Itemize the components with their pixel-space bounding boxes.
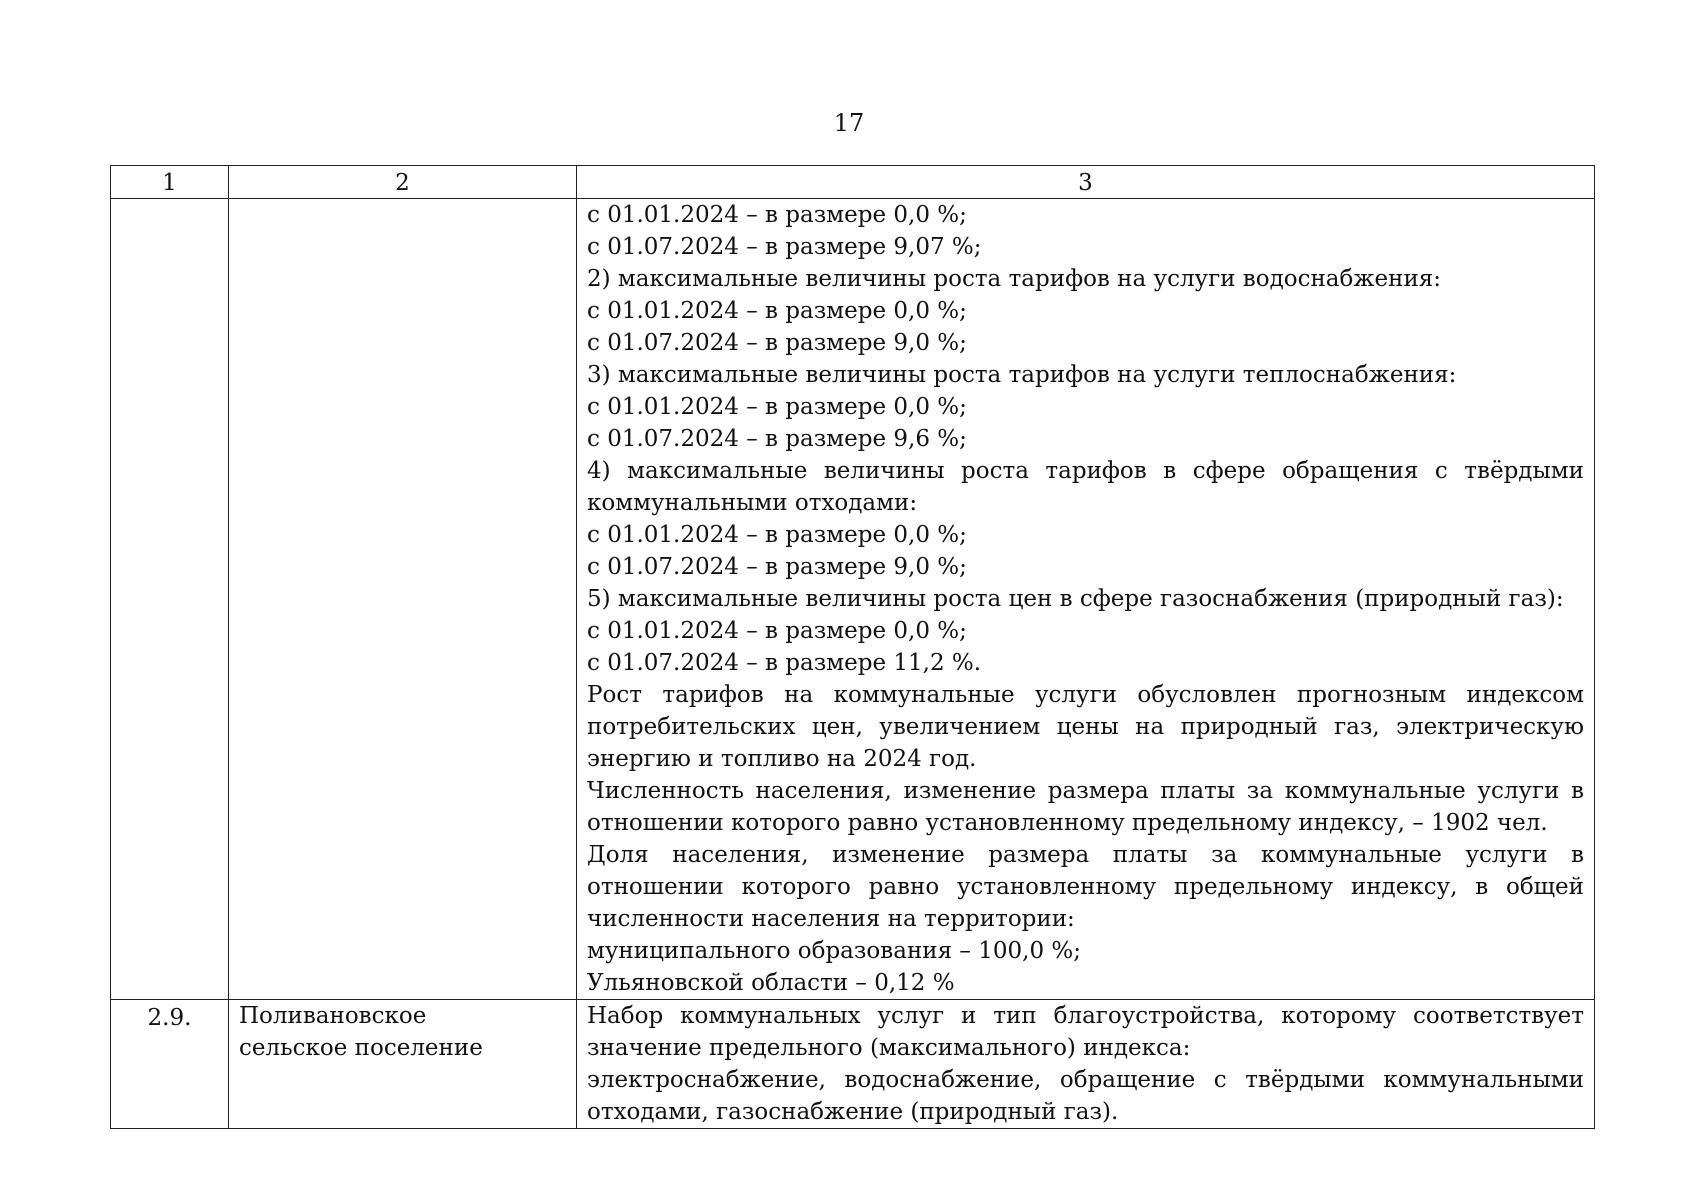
content-line: с 01.07.2024 – в размере 9,0 %; bbox=[587, 554, 967, 580]
tariff-content-cell bbox=[577, 199, 1595, 1000]
settlement-name-cell bbox=[229, 199, 577, 1000]
content-line: с 01.07.2024 – в размере 11,2 %. bbox=[587, 650, 982, 676]
content-line: с 01.01.2024 – в размере 0,0 %; bbox=[587, 202, 967, 228]
header-col-2: 2 bbox=[229, 166, 577, 199]
content-line: Рост тарифов на коммунальные услуги обусловлен прогнозным индексом потребительских цен, увеличением цены на природный газ, электрическую энергию и топливо на 2024 год. bbox=[587, 682, 1584, 772]
content-line: с 01.07.2024 – в размере 9,6 %; bbox=[587, 426, 967, 452]
content-line: с 01.07.2024 – в размере 9,07 %; bbox=[587, 234, 982, 260]
header-col-1: 1 bbox=[111, 166, 229, 199]
row-number-cell bbox=[111, 1000, 229, 1129]
settlement-name-line: сельское поселение bbox=[239, 1035, 483, 1061]
content-line: 2) максимальные величины роста тарифов на услуги водоснабжения: bbox=[587, 266, 1442, 292]
content-line: с 01.01.2024 – в размере 0,0 %; bbox=[587, 618, 967, 644]
content-line: с 01.07.2024 – в размере 9,0 %; bbox=[587, 330, 967, 356]
header-col-3: 3 bbox=[577, 166, 1595, 199]
content-line: Ульяновской области – 0,12 % bbox=[587, 970, 955, 996]
table-row bbox=[111, 199, 1595, 1000]
content-line: 4) максимальные величины роста тарифов в сфере обращения с твёрдыми коммунальными отходами: bbox=[587, 458, 1584, 516]
content-line: муниципального образования – 100,0 %; bbox=[587, 938, 1081, 964]
settlement-name-line: Поливановское bbox=[239, 1003, 427, 1029]
row-number bbox=[121, 199, 218, 201]
tariff-content-cell bbox=[577, 1000, 1595, 1129]
content-line: 5) максимальные величины роста цен в сфере газоснабжения (природный газ): bbox=[587, 586, 1564, 612]
content-line: Численность населения, изменение размера платы за коммунальные услуги в отношении которого равно установленному предельному индексу, – 1902 чел. bbox=[587, 778, 1584, 836]
table-header-row bbox=[111, 166, 1595, 199]
content-line: 3) максимальные величины роста тарифов на услуги теплоснабжения: bbox=[587, 362, 1457, 388]
table-row bbox=[111, 1000, 1595, 1129]
content-line: с 01.01.2024 – в размере 0,0 %; bbox=[587, 394, 967, 420]
content-line: с 01.01.2024 – в размере 0,0 %; bbox=[587, 522, 967, 548]
row-number: 2.9. bbox=[147, 1005, 192, 1031]
settlement-name-cell bbox=[229, 1000, 577, 1129]
content-line: электроснабжение, водоснабжение, обращение с твёрдыми коммунальными отходами, газоснабжение (природный газ). bbox=[587, 1067, 1584, 1125]
content-line: с 01.01.2024 – в размере 0,0 %; bbox=[587, 298, 967, 324]
content-line: Доля населения, изменение размера платы за коммунальные услуги в отношении которого равно установленному предельному индексу, в общей численности населения на территории: bbox=[587, 842, 1584, 932]
page-number: 17 bbox=[833, 109, 865, 137]
row-number-cell bbox=[111, 199, 229, 1000]
content-line: Набор коммунальных услуг и тип благоустройства, которому соответствует значение предельного (максимального) индекса: bbox=[587, 1003, 1584, 1061]
tariff-table bbox=[110, 165, 1595, 1129]
